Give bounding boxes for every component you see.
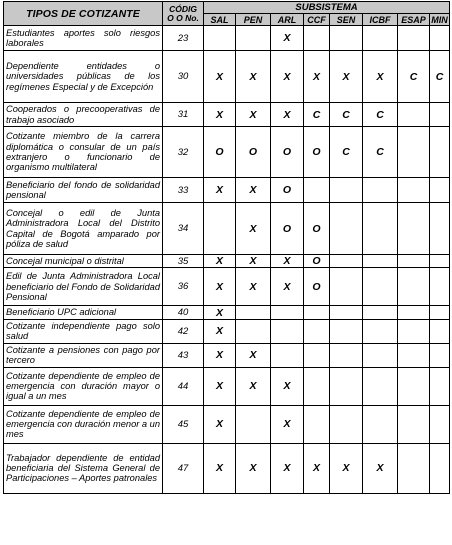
mark-cell-min	[430, 405, 450, 443]
mark-cell-arl: X	[271, 443, 304, 493]
mark-cell-sen	[330, 255, 363, 268]
mark-cell-arl: X	[271, 51, 304, 103]
mark-cell-sal: X	[204, 178, 236, 203]
mark-cell-sal: X	[204, 51, 236, 103]
mark-cell-icbf	[363, 343, 398, 367]
mark-cell-sen	[330, 203, 363, 255]
mark-cell-min	[430, 178, 450, 203]
mark-cell-icbf	[363, 178, 398, 203]
cotizante-description: Beneficiario UPC adicional	[4, 306, 163, 319]
cotizante-description: Dependiente entidades o universidades públicas de los regímenes Especial y de Excepción	[4, 51, 163, 103]
table-body	[4, 26, 450, 494]
mark-cell-icbf	[363, 319, 398, 343]
mark-cell-icbf: X	[363, 51, 398, 103]
mark-cell-min	[430, 255, 450, 268]
column-header-esap: ESAP	[398, 14, 430, 26]
mark-cell-arl: O	[271, 203, 304, 255]
cotizante-code: 40	[163, 306, 204, 319]
table-row	[4, 343, 450, 367]
mark-cell-ccf: O	[304, 127, 330, 178]
cotizante-description: Cotizante dependiente de empleo de emergencia con duración menor a un mes	[4, 405, 163, 443]
cotizante-code: 42	[163, 319, 204, 343]
mark-cell-icbf	[363, 306, 398, 319]
mark-cell-sal: X	[204, 443, 236, 493]
mark-cell-min	[430, 367, 450, 405]
mark-cell-sal: X	[204, 306, 236, 319]
table-row	[4, 127, 450, 178]
mark-cell-esap	[398, 306, 430, 319]
mark-cell-min	[430, 103, 450, 127]
mark-cell-min	[430, 203, 450, 255]
mark-cell-arl	[271, 343, 304, 367]
table-row	[4, 103, 450, 127]
mark-cell-min	[430, 306, 450, 319]
mark-cell-sal: X	[204, 255, 236, 268]
column-header-sen: SEN	[330, 14, 363, 26]
cotizante-description: Cotizante a pensiones con pago por tercero	[4, 343, 163, 367]
mark-cell-ccf: X	[304, 51, 330, 103]
mark-cell-sal: X	[204, 405, 236, 443]
mark-cell-esap	[398, 103, 430, 127]
mark-cell-sen: C	[330, 127, 363, 178]
mark-cell-icbf: C	[363, 127, 398, 178]
table-row	[4, 26, 450, 51]
column-header-sal: SAL	[204, 14, 236, 26]
mark-cell-sal: X	[204, 343, 236, 367]
mark-cell-esap	[398, 367, 430, 405]
mark-cell-arl: O	[271, 127, 304, 178]
mark-cell-sen: C	[330, 103, 363, 127]
cotizante-code: 44	[163, 367, 204, 405]
table-row	[4, 178, 450, 203]
cotizante-code: 47	[163, 443, 204, 493]
table-row	[4, 367, 450, 405]
mark-cell-pen: X	[236, 51, 271, 103]
cotizante-code: 31	[163, 103, 204, 127]
mark-cell-icbf	[363, 367, 398, 405]
mark-cell-arl: X	[271, 367, 304, 405]
mark-cell-sal: X	[204, 319, 236, 343]
mark-cell-icbf	[363, 405, 398, 443]
mark-cell-ccf: X	[304, 443, 330, 493]
cotizante-description: Edil de Junta Administradora Local beneficiario del Fondo de Solidaridad Pensional	[4, 268, 163, 306]
cotizante-description: Cotizante miembro de la carrera diplomática o consular de un país extranjero o funcionario de organismo multilateral	[4, 127, 163, 178]
mark-cell-arl: X	[271, 405, 304, 443]
cotizante-code: 36	[163, 268, 204, 306]
mark-cell-ccf	[304, 319, 330, 343]
column-header-min: MIN	[431, 14, 448, 25]
column-header-icbf: ICBF	[363, 14, 398, 26]
mark-cell-pen: X	[236, 103, 271, 127]
header-codigo	[163, 2, 204, 26]
mark-cell-min: C	[430, 51, 450, 103]
cotizante-description: Concejal o edil de Junta Administradora Local del Distrito Capital de Bogotá amparado por póliza de salud	[4, 203, 163, 255]
table-row	[4, 203, 450, 255]
mark-cell-ccf	[304, 343, 330, 367]
mark-cell-sen	[330, 178, 363, 203]
cotizante-table-wrapper	[3, 1, 450, 494]
mark-cell-ccf	[304, 306, 330, 319]
cotizante-code: 34	[163, 203, 204, 255]
mark-cell-pen: X	[236, 268, 271, 306]
mark-cell-sen	[330, 26, 363, 51]
mark-cell-pen: X	[236, 367, 271, 405]
mark-cell-icbf: X	[363, 443, 398, 493]
mark-cell-esap	[398, 26, 430, 51]
mark-cell-sen	[330, 343, 363, 367]
cotizante-description: Beneficiario del fondo de solidaridad pensional	[4, 178, 163, 203]
mark-cell-sen: X	[330, 51, 363, 103]
cotizante-table	[3, 1, 450, 494]
mark-cell-ccf: O	[304, 268, 330, 306]
table-row	[4, 443, 450, 493]
mark-cell-arl: X	[271, 26, 304, 51]
mark-cell-esap	[398, 319, 430, 343]
mark-cell-pen	[236, 405, 271, 443]
mark-cell-esap	[398, 255, 430, 268]
table-row	[4, 268, 450, 306]
cotizante-code: 32	[163, 127, 204, 178]
mark-cell-sen	[330, 319, 363, 343]
mark-cell-ccf	[304, 405, 330, 443]
mark-cell-sal: X	[204, 103, 236, 127]
cotizante-code: 23	[163, 26, 204, 51]
mark-cell-ccf	[304, 178, 330, 203]
mark-cell-sal: X	[204, 367, 236, 405]
mark-cell-icbf	[363, 26, 398, 51]
mark-cell-sen	[330, 405, 363, 443]
mark-cell-sal	[204, 26, 236, 51]
mark-cell-icbf: C	[363, 103, 398, 127]
cotizante-code: 33	[163, 178, 204, 203]
mark-cell-min	[430, 443, 450, 493]
cotizante-code: 35	[163, 255, 204, 268]
mark-cell-icbf	[363, 268, 398, 306]
table-row	[4, 51, 450, 103]
mark-cell-esap	[398, 405, 430, 443]
mark-cell-arl	[271, 306, 304, 319]
mark-cell-pen: X	[236, 203, 271, 255]
mark-cell-pen	[236, 26, 271, 51]
mark-cell-sal: O	[204, 127, 236, 178]
mark-cell-pen: X	[236, 443, 271, 493]
mark-cell-min	[430, 268, 450, 306]
mark-cell-pen	[236, 319, 271, 343]
cotizante-description: Trabajador dependiente de entidad beneficiaria del Sistema General de Participaciones – Aportes patronales	[4, 443, 163, 493]
mark-cell-esap	[398, 203, 430, 255]
mark-cell-min	[430, 319, 450, 343]
cotizante-description: Concejal municipal o distrital	[4, 255, 163, 268]
mark-cell-esap	[398, 127, 430, 178]
mark-cell-arl: X	[271, 103, 304, 127]
table-row	[4, 405, 450, 443]
mark-cell-icbf	[363, 203, 398, 255]
mark-cell-esap	[398, 268, 430, 306]
mark-cell-sal: X	[204, 268, 236, 306]
mark-cell-sen	[330, 367, 363, 405]
mark-cell-arl: X	[271, 255, 304, 268]
mark-cell-ccf	[304, 26, 330, 51]
mark-cell-min	[430, 26, 450, 51]
table-row	[4, 255, 450, 268]
mark-cell-pen: X	[236, 255, 271, 268]
mark-cell-ccf: C	[304, 103, 330, 127]
mark-cell-arl	[271, 319, 304, 343]
mark-cell-sal	[204, 203, 236, 255]
column-header-arl: ARL	[271, 14, 304, 26]
mark-cell-esap	[398, 443, 430, 493]
mark-cell-sen: X	[330, 443, 363, 493]
mark-cell-arl: X	[271, 268, 304, 306]
mark-cell-pen: X	[236, 343, 271, 367]
cotizante-description: Cotizante dependiente de empleo de emergencia con duración mayor o igual a un mes	[4, 367, 163, 405]
column-header-ccf: CCF	[304, 14, 330, 26]
mark-cell-arl: O	[271, 178, 304, 203]
mark-cell-sen	[330, 268, 363, 306]
table-row	[4, 319, 450, 343]
mark-cell-esap	[398, 178, 430, 203]
mark-cell-esap	[398, 343, 430, 367]
mark-cell-min	[430, 343, 450, 367]
table-row	[4, 306, 450, 319]
cotizante-code: 30	[163, 51, 204, 103]
mark-cell-ccf: O	[304, 255, 330, 268]
column-header-pen: PEN	[236, 14, 271, 26]
cotizante-description: Cooperados o precooperativas de trabajo asociado	[4, 103, 163, 127]
mark-cell-pen	[236, 306, 271, 319]
header-tipos-cotizante: TIPOS DE COTIZANTE	[4, 2, 163, 26]
mark-cell-icbf	[363, 255, 398, 268]
mark-cell-esap: C	[398, 51, 430, 103]
mark-cell-sen	[330, 306, 363, 319]
mark-cell-ccf	[304, 367, 330, 405]
header-codigo-line2: O O No.	[167, 12, 199, 23]
cotizante-code: 43	[163, 343, 204, 367]
mark-cell-pen: X	[236, 178, 271, 203]
cotizante-code: 45	[163, 405, 204, 443]
cotizante-description: Cotizante independiente pago solo salud	[4, 319, 163, 343]
cotizante-description: Estudiantes aportes solo riesgos laborales	[4, 26, 163, 51]
header-codigo-line1: CÓDIG	[169, 3, 197, 14]
header-subsistema: SUBSISTEMA	[204, 2, 450, 14]
mark-cell-ccf: O	[304, 203, 330, 255]
mark-cell-min	[430, 127, 450, 178]
mark-cell-pen: O	[236, 127, 271, 178]
